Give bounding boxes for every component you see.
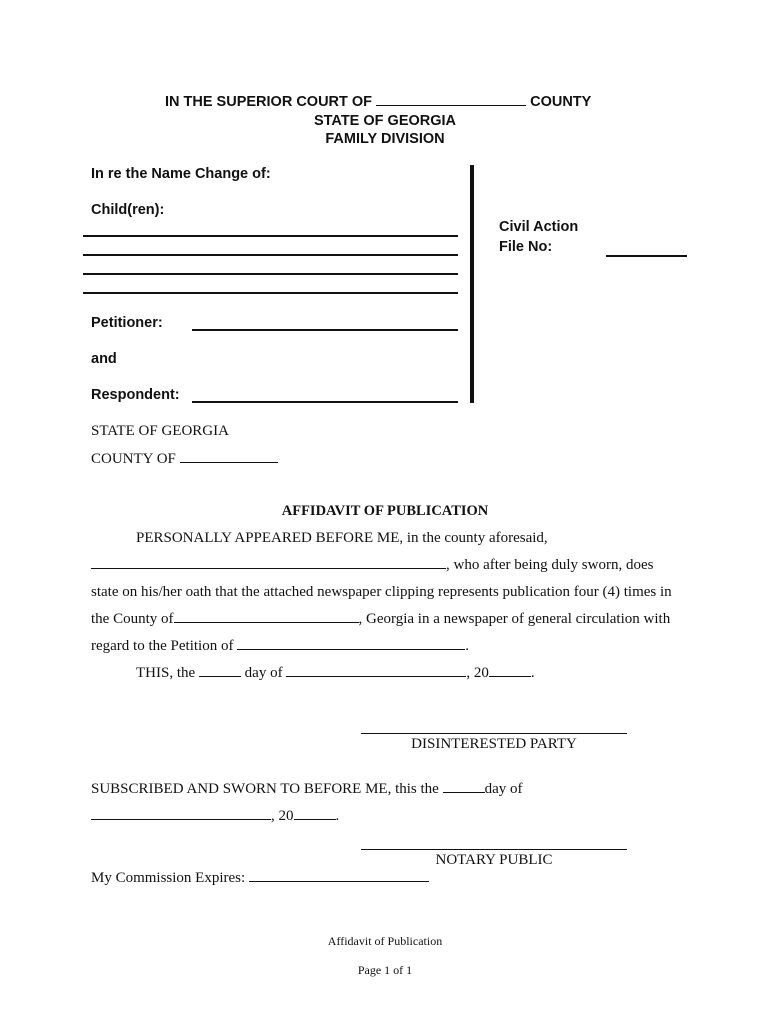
- notary-signature-line[interactable]: [361, 849, 627, 850]
- child-name-line-3[interactable]: [83, 273, 458, 275]
- affidavit-line-1: PERSONALLY APPEARED BEFORE ME, in the county aforesaid,: [136, 530, 548, 546]
- file-no-line[interactable]: [606, 255, 687, 257]
- year-blank[interactable]: [489, 675, 531, 677]
- publication-county-blank[interactable]: [174, 621, 359, 623]
- affidavit-line-3: state on his/her oath that the attached newspaper clipping represents publication four (4) times in: [91, 584, 672, 600]
- commission-line: [91, 870, 429, 887]
- affiant-name-blank[interactable]: [91, 567, 446, 569]
- affidavit-title: AFFIDAVIT OF PUBLICATION: [281, 503, 489, 519]
- day-blank[interactable]: [199, 675, 241, 677]
- subscribed-text: SUBSCRIBED AND SWORN TO BEFORE ME, this the: [91, 781, 439, 797]
- petitioner-name-blank[interactable]: [237, 648, 465, 650]
- subscribed-day-blank[interactable]: [443, 791, 485, 793]
- petition-of-prefix: regard to the Petition of: [91, 638, 234, 654]
- petitioner-line[interactable]: [192, 329, 458, 331]
- county-of-suffix: , Georgia in a newspaper of general circulation with: [358, 611, 671, 627]
- petition-of-suffix: .: [465, 638, 469, 654]
- county-name-blank[interactable]: [376, 104, 526, 106]
- subscribed-date-line: [91, 808, 339, 825]
- court-suffix: COUNTY: [530, 94, 592, 110]
- court-heading: [165, 94, 591, 110]
- file-no-label: File No:: [499, 239, 553, 255]
- division-heading: FAMILY DIVISION: [325, 131, 445, 147]
- venue-county-blank[interactable]: [180, 461, 278, 463]
- commission-label: My Commission Expires:: [91, 870, 246, 886]
- affidavit-date-line: [136, 665, 535, 682]
- venue-county: [91, 451, 278, 468]
- year-suffix: .: [530, 665, 535, 681]
- caption-divider: [470, 165, 474, 403]
- in-re-label: In re the Name Change of:: [91, 166, 271, 182]
- notary-label: NOTARY PUBLIC: [435, 852, 553, 868]
- disinterested-signature-line[interactable]: [361, 733, 627, 734]
- civil-action-label: Civil Action: [499, 219, 579, 235]
- subscribed-month-blank[interactable]: [91, 818, 271, 820]
- state-heading: STATE OF GEORGIA: [313, 113, 457, 129]
- child-name-line-2[interactable]: [83, 254, 458, 256]
- footer-title: Affidavit of Publication: [327, 934, 443, 948]
- child-name-line-4[interactable]: [83, 292, 458, 294]
- affidavit-line-5: [91, 638, 469, 655]
- county-of-prefix: the County of: [91, 611, 174, 627]
- month-blank[interactable]: [286, 675, 466, 677]
- affidavit-line-4: [91, 611, 670, 628]
- affiant-suffix: , who after being duly sworn, does: [446, 557, 654, 573]
- venue-county-label: COUNTY OF: [91, 451, 176, 467]
- subscribed-year-prefix: , 20: [271, 808, 294, 824]
- subscribed-line: [91, 781, 522, 798]
- petitioner-label: Petitioner:: [91, 315, 163, 331]
- children-label: Child(ren):: [91, 202, 165, 218]
- venue-state: STATE OF GEORGIA: [91, 423, 229, 439]
- respondent-label: Respondent:: [91, 387, 180, 403]
- page-number: Page 1 of 1: [357, 963, 413, 977]
- court-prefix: IN THE SUPERIOR COURT OF: [165, 94, 373, 110]
- and-label: and: [91, 351, 117, 367]
- disinterested-label: DISINTERESTED PARTY: [411, 736, 577, 752]
- this-the-label: THIS, the: [136, 665, 196, 681]
- subscribed-year-blank[interactable]: [294, 818, 336, 820]
- respondent-line[interactable]: [192, 401, 458, 403]
- affidavit-line-2: [91, 557, 653, 574]
- commission-date-blank[interactable]: [249, 880, 429, 882]
- year-prefix: , 20: [466, 665, 489, 681]
- child-name-line-1[interactable]: [83, 235, 458, 237]
- subscribed-year-suffix: .: [335, 808, 340, 824]
- day-of-label: day of: [244, 665, 283, 681]
- subscribed-dayof: day of: [484, 781, 523, 797]
